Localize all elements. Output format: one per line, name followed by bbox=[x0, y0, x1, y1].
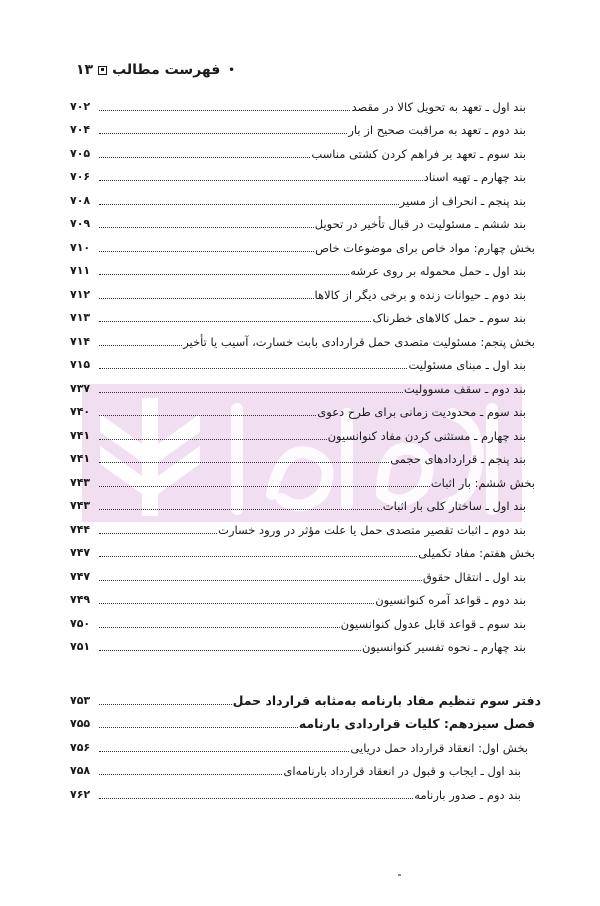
toc-entry-page: ۷۵۱ bbox=[70, 640, 91, 653]
toc-entry[interactable] bbox=[70, 116, 535, 140]
toc-entry-page: ۷۰۲ bbox=[70, 99, 91, 113]
toc-entry-page: ۷۴۹ bbox=[70, 593, 91, 606]
toc-entry-title: بند دوم ـ اثبات تقصیر متصدی حمل یا علت مؤثر در ورود خسارت bbox=[218, 522, 526, 537]
toc-entry[interactable] bbox=[70, 163, 535, 187]
dot-leader bbox=[99, 798, 413, 799]
toc-entry[interactable] bbox=[70, 351, 535, 375]
toc-entry[interactable] bbox=[70, 374, 535, 398]
toc-entry[interactable] bbox=[70, 421, 535, 445]
toc-entry-title: بخش ششم: بار اثبات bbox=[430, 475, 535, 490]
toc-entry-page: ۷۵۳ bbox=[70, 693, 91, 707]
toc-entry-title: بند دوم ـ سقف مسوولیت bbox=[403, 381, 526, 396]
toc-entry[interactable] bbox=[70, 633, 535, 657]
toc-section-entry[interactable] bbox=[70, 733, 535, 757]
footer-mark bbox=[398, 874, 401, 876]
toc-entry-page: ۷۵۵ bbox=[70, 717, 91, 730]
toc-entry[interactable] bbox=[70, 445, 535, 469]
toc-entry[interactable] bbox=[70, 92, 535, 116]
toc-entry-page: ۷۰۵ bbox=[70, 146, 91, 160]
dot-leader bbox=[99, 110, 350, 111]
dot-leader bbox=[99, 627, 340, 628]
toc-entry-page: ۷۴۷ bbox=[70, 569, 91, 583]
toc-entry-title: بند پنجم ـ قراردادهای حجمی bbox=[390, 452, 526, 466]
toc-entry-page: ۷۵۰ bbox=[70, 616, 91, 630]
dot-leader bbox=[99, 486, 430, 487]
toc-entry-page: ۷۵۸ bbox=[70, 764, 91, 777]
toc-entry[interactable] bbox=[70, 304, 535, 328]
bullet-icon: • bbox=[228, 64, 235, 76]
toc-entry[interactable] bbox=[70, 780, 535, 804]
dot-leader bbox=[99, 556, 417, 557]
toc-entry-title: بند سوم ـ تعهد بر فراهم کردن کشتی مناسب bbox=[311, 146, 526, 161]
toc-entry-title: بخش چهارم: مواد خاص برای موضوعات خاص bbox=[315, 240, 535, 255]
dot-leader bbox=[99, 368, 407, 369]
toc-entry-title: بند اول ـ تعهد به تحویل کالا در مقصد bbox=[351, 99, 526, 114]
toc-entry-title: فصل سیزدهم: کلیات قراردادی بارنامه bbox=[298, 716, 535, 731]
dot-leader bbox=[99, 345, 182, 346]
toc-entry-title: بند اول ـ مبنای مسئولیت bbox=[408, 358, 526, 372]
toc-entry-title: بند سوم ـ محدودیت زمانی برای طرح دعوی bbox=[317, 405, 526, 419]
dot-leader bbox=[99, 274, 349, 275]
toc-entry-title: بند ششم ـ مسئولیت در قبال تأخیر در تحویل bbox=[314, 217, 526, 231]
toc-section-entry[interactable] bbox=[70, 233, 535, 257]
dot-leader bbox=[99, 439, 327, 440]
toc-entry[interactable] bbox=[70, 280, 535, 304]
toc-entry-page: ۷۰۶ bbox=[70, 170, 91, 183]
toc-entry-page: ۷۴۰ bbox=[70, 405, 91, 418]
dot-leader bbox=[99, 650, 361, 651]
table-of-contents bbox=[70, 92, 541, 804]
toc-entry-page: ۷۶۲ bbox=[70, 787, 91, 801]
toc-section-entry[interactable] bbox=[70, 327, 535, 351]
square-box-icon bbox=[98, 66, 107, 75]
toc-entry[interactable] bbox=[70, 515, 535, 539]
toc-entry-page: ۷۰۹ bbox=[70, 217, 91, 230]
dot-leader bbox=[99, 774, 282, 775]
toc-entry-title: بند سوم ـ قواعد قابل عدول کنوانسیون bbox=[340, 616, 526, 631]
toc-chapter-entry[interactable] bbox=[70, 710, 535, 734]
toc-entry-page: ۷۴۷ bbox=[70, 546, 91, 559]
dot-leader bbox=[99, 509, 382, 510]
dot-leader bbox=[99, 533, 217, 534]
toc-entry-title: بخش هفتم: مفاد تکمیلی bbox=[418, 546, 535, 560]
toc-entry-page: ۷۰۴ bbox=[70, 123, 91, 136]
toc-entry[interactable] bbox=[70, 757, 535, 781]
toc-entry-title: دفتر سوم تنظیم مفاد بارنامه به‌مثابه قرارداد حمل bbox=[232, 692, 541, 708]
toc-entry-title: بند سوم ـ حمل کالاهای خطرناک bbox=[372, 311, 526, 325]
section-gap bbox=[70, 656, 535, 686]
toc-entry-page: ۷۱۴ bbox=[70, 334, 91, 348]
toc-entry-title: بند اول ـ حمل محموله بر روی عرشه bbox=[350, 264, 526, 278]
toc-entry-title: بند دوم ـ صدور بارنامه bbox=[414, 787, 521, 802]
toc-entry-title: بند چهارم ـ مستثنی کردن مفاد کنوانسیون bbox=[327, 428, 526, 443]
toc-entry-title: بند دوم ـ قواعد آمره کنوانسیون bbox=[375, 593, 526, 607]
dot-leader bbox=[99, 227, 314, 228]
dot-leader bbox=[99, 204, 399, 205]
toc-entry-page: ۷۵۶ bbox=[70, 740, 91, 754]
toc-entry[interactable] bbox=[70, 210, 535, 234]
toc-entry-page: ۷۱۰ bbox=[70, 240, 91, 254]
dot-leader bbox=[99, 133, 347, 134]
toc-entry-page: ۷۱۳ bbox=[70, 311, 91, 324]
toc-entry-page: ۷۴۱ bbox=[70, 428, 91, 442]
dot-leader bbox=[99, 415, 316, 416]
toc-entry[interactable] bbox=[70, 609, 535, 633]
toc-section-entry[interactable] bbox=[70, 539, 535, 563]
dot-leader bbox=[99, 321, 371, 322]
toc-entry-page: ۷۳۷ bbox=[70, 381, 91, 395]
dot-leader bbox=[99, 462, 389, 463]
toc-entry-page: ۷۱۵ bbox=[70, 358, 91, 371]
dot-leader bbox=[99, 727, 298, 728]
toc-entry-page: ۷۰۸ bbox=[70, 193, 91, 207]
toc-entry-page: ۷۴۳ bbox=[70, 499, 91, 512]
dot-leader bbox=[99, 251, 314, 252]
dot-leader bbox=[99, 603, 374, 604]
header-title: فهرست مطالب bbox=[112, 62, 221, 78]
toc-entry[interactable] bbox=[70, 257, 535, 281]
toc-entry[interactable] bbox=[70, 586, 535, 610]
toc-entry[interactable] bbox=[70, 492, 535, 516]
toc-entry-page: ۷۴۳ bbox=[70, 475, 91, 489]
toc-entry-title: بند اول ـ ساختار کلی بار اثبات bbox=[382, 499, 526, 513]
toc-entry-page: ۷۴۴ bbox=[70, 522, 91, 536]
toc-entry-title: بند اول ـ انتقال حقوق bbox=[422, 569, 526, 584]
toc-entry-title: بند دوم ـ تعهد به مراقبت صحیح از بار bbox=[348, 123, 526, 137]
toc-entry-page: ۷۱۱ bbox=[70, 264, 91, 277]
toc-entry-title: بخش پنجم: مسئولیت متصدی حمل قراردادی بابت خسارت، آسیب یا تأخیر bbox=[183, 334, 535, 349]
dot-leader bbox=[99, 580, 422, 581]
running-header bbox=[76, 58, 235, 82]
toc-entry-title: بند پنجم ـ انحراف از مسیر bbox=[399, 193, 526, 208]
dot-leader bbox=[99, 157, 310, 158]
toc-entry-page: ۷۴۱ bbox=[70, 452, 91, 465]
dot-leader bbox=[99, 180, 423, 181]
toc-entry-title: بند چهارم ـ تهیه اسناد bbox=[423, 170, 526, 184]
toc-book-entry[interactable] bbox=[70, 686, 541, 710]
dot-leader bbox=[99, 704, 232, 705]
toc-group-2 bbox=[70, 686, 541, 804]
dot-leader bbox=[99, 298, 314, 299]
toc-entry-title: بند چهارم ـ نحوه تفسیر کنوانسیون bbox=[361, 640, 526, 654]
toc-entry-title: بند اول ـ ایجاب و قبول در انعقاد قرارداد بارنامه‌ای bbox=[283, 764, 521, 778]
dot-leader bbox=[99, 751, 349, 752]
toc-entry-title: بخش اول: انعقاد قرارداد حمل دریایی bbox=[350, 740, 528, 755]
toc-entry[interactable] bbox=[70, 139, 535, 163]
toc-entry[interactable] bbox=[70, 186, 535, 210]
toc-entry[interactable] bbox=[70, 398, 535, 422]
toc-entry[interactable] bbox=[70, 562, 535, 586]
toc-entry-page: ۷۱۲ bbox=[70, 287, 91, 301]
header-page-number: ۱۳ bbox=[76, 62, 94, 78]
dot-leader bbox=[99, 392, 403, 393]
toc-group-1 bbox=[70, 92, 535, 656]
toc-entry-title: بند دوم ـ حیوانات زنده و برخی دیگر از کالاها bbox=[314, 287, 526, 302]
toc-section-entry[interactable] bbox=[70, 468, 535, 492]
